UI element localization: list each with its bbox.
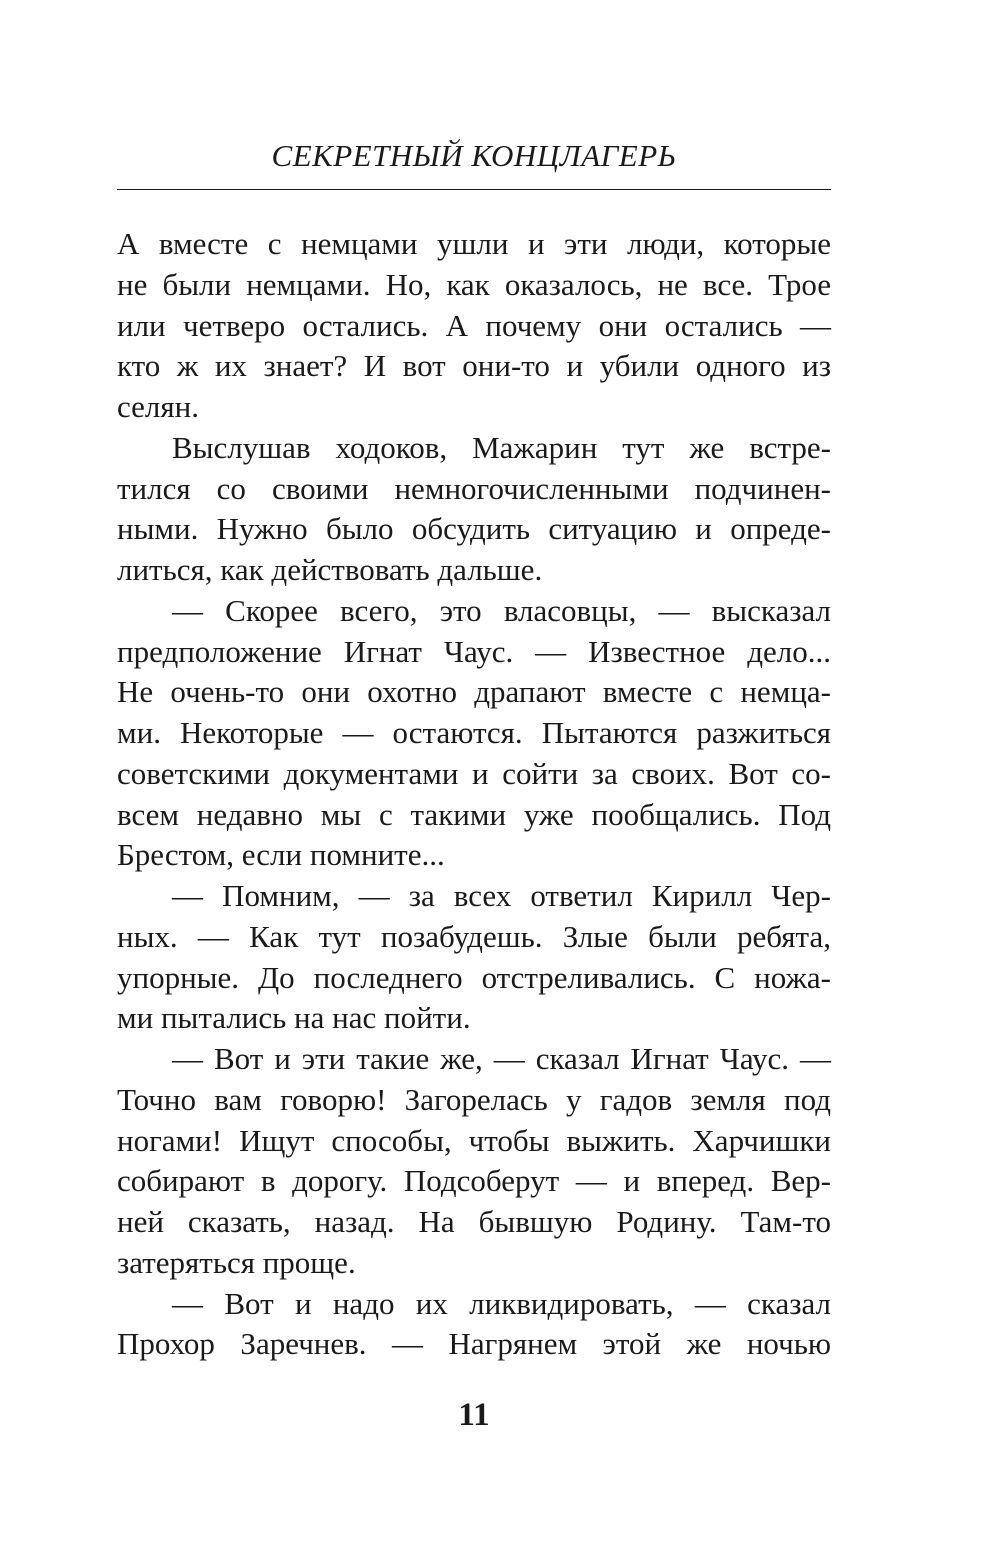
text-line: ногами! Ищут способы, чтобы выжить. Харчишки [117, 1122, 831, 1158]
text-line: ных. — Как тут позабудешь. Злые были ребята, [117, 918, 831, 954]
text-line: — Помним, — за всех ответил Кирилл Чер- [172, 878, 831, 913]
text-line: затеряться проще. [117, 1244, 356, 1280]
running-head-rule [117, 189, 831, 190]
text-line: Выслушав ходоков, Мажарин тут же встре- [172, 429, 831, 465]
text-line: — Вот и надо их ликвидировать, — сказал [172, 1285, 831, 1321]
text-line: ными. Нужно было обсудить ситуацию и опреде- [117, 511, 831, 547]
text-line: ми. Некоторые — остаются. Пытаются разжиться [117, 715, 831, 750]
running-head: СЕКРЕТНЫЙ КОНЦЛАГЕРЬ [271, 138, 677, 173]
body-text [117, 224, 831, 1365]
paragraph [117, 1039, 831, 1284]
text-line: упорные. До последнего отстреливались. С ножа- [117, 959, 831, 995]
page-number: 11 [458, 1397, 490, 1433]
paragraph [117, 591, 831, 876]
text-line: или четверо остались. А почему они остались — [117, 307, 831, 343]
text-line: — Вот и эти такие же, — сказал Игнат Чаус. — [172, 1041, 831, 1076]
text-line: ми пытались на нас пойти. [117, 1000, 471, 1036]
text-line: литься, как действовать дальше. [117, 552, 543, 587]
text-line: ней сказать, назад. На бывшую Родину. Там-то [117, 1204, 831, 1239]
text-line: советскими документами и сойти за своих. Вот со- [117, 755, 831, 791]
text-line: не были немцами. Но, как оказалось, не все. Трое [117, 266, 831, 302]
paragraph [117, 428, 831, 591]
text-line: Прохор Заречнев. — Нагрянем этой же ночью [117, 1326, 831, 1362]
paragraph [117, 1284, 831, 1366]
text-line: — Скорее всего, это власовцы, — высказал [172, 592, 831, 628]
paragraph [117, 876, 831, 1039]
text-line: селян. [117, 389, 199, 424]
text-line: всем недавно мы с такими уже пообщались. Под [117, 796, 831, 832]
text-line: кто ж их знает? И вот они-то и убили одного из [117, 348, 831, 384]
text-line: Брестом, если помните... [117, 837, 445, 873]
text-line: тился со своими немногочисленными подчинен- [117, 470, 831, 506]
text-line: предположение Игнат Чаус. — Известное дело... [117, 633, 831, 669]
paragraph [117, 224, 831, 428]
text-line: Не очень-то они охотно драпают вместе с немца- [117, 674, 831, 710]
text-line: собирают в дорогу. Подсоберут — и вперед. Вер- [117, 1163, 831, 1199]
text-line: А вместе с немцами ушли и эти люди, которые [117, 226, 831, 261]
text-line: Точно вам говорю! Загорелась у гадов земля под [117, 1081, 831, 1117]
